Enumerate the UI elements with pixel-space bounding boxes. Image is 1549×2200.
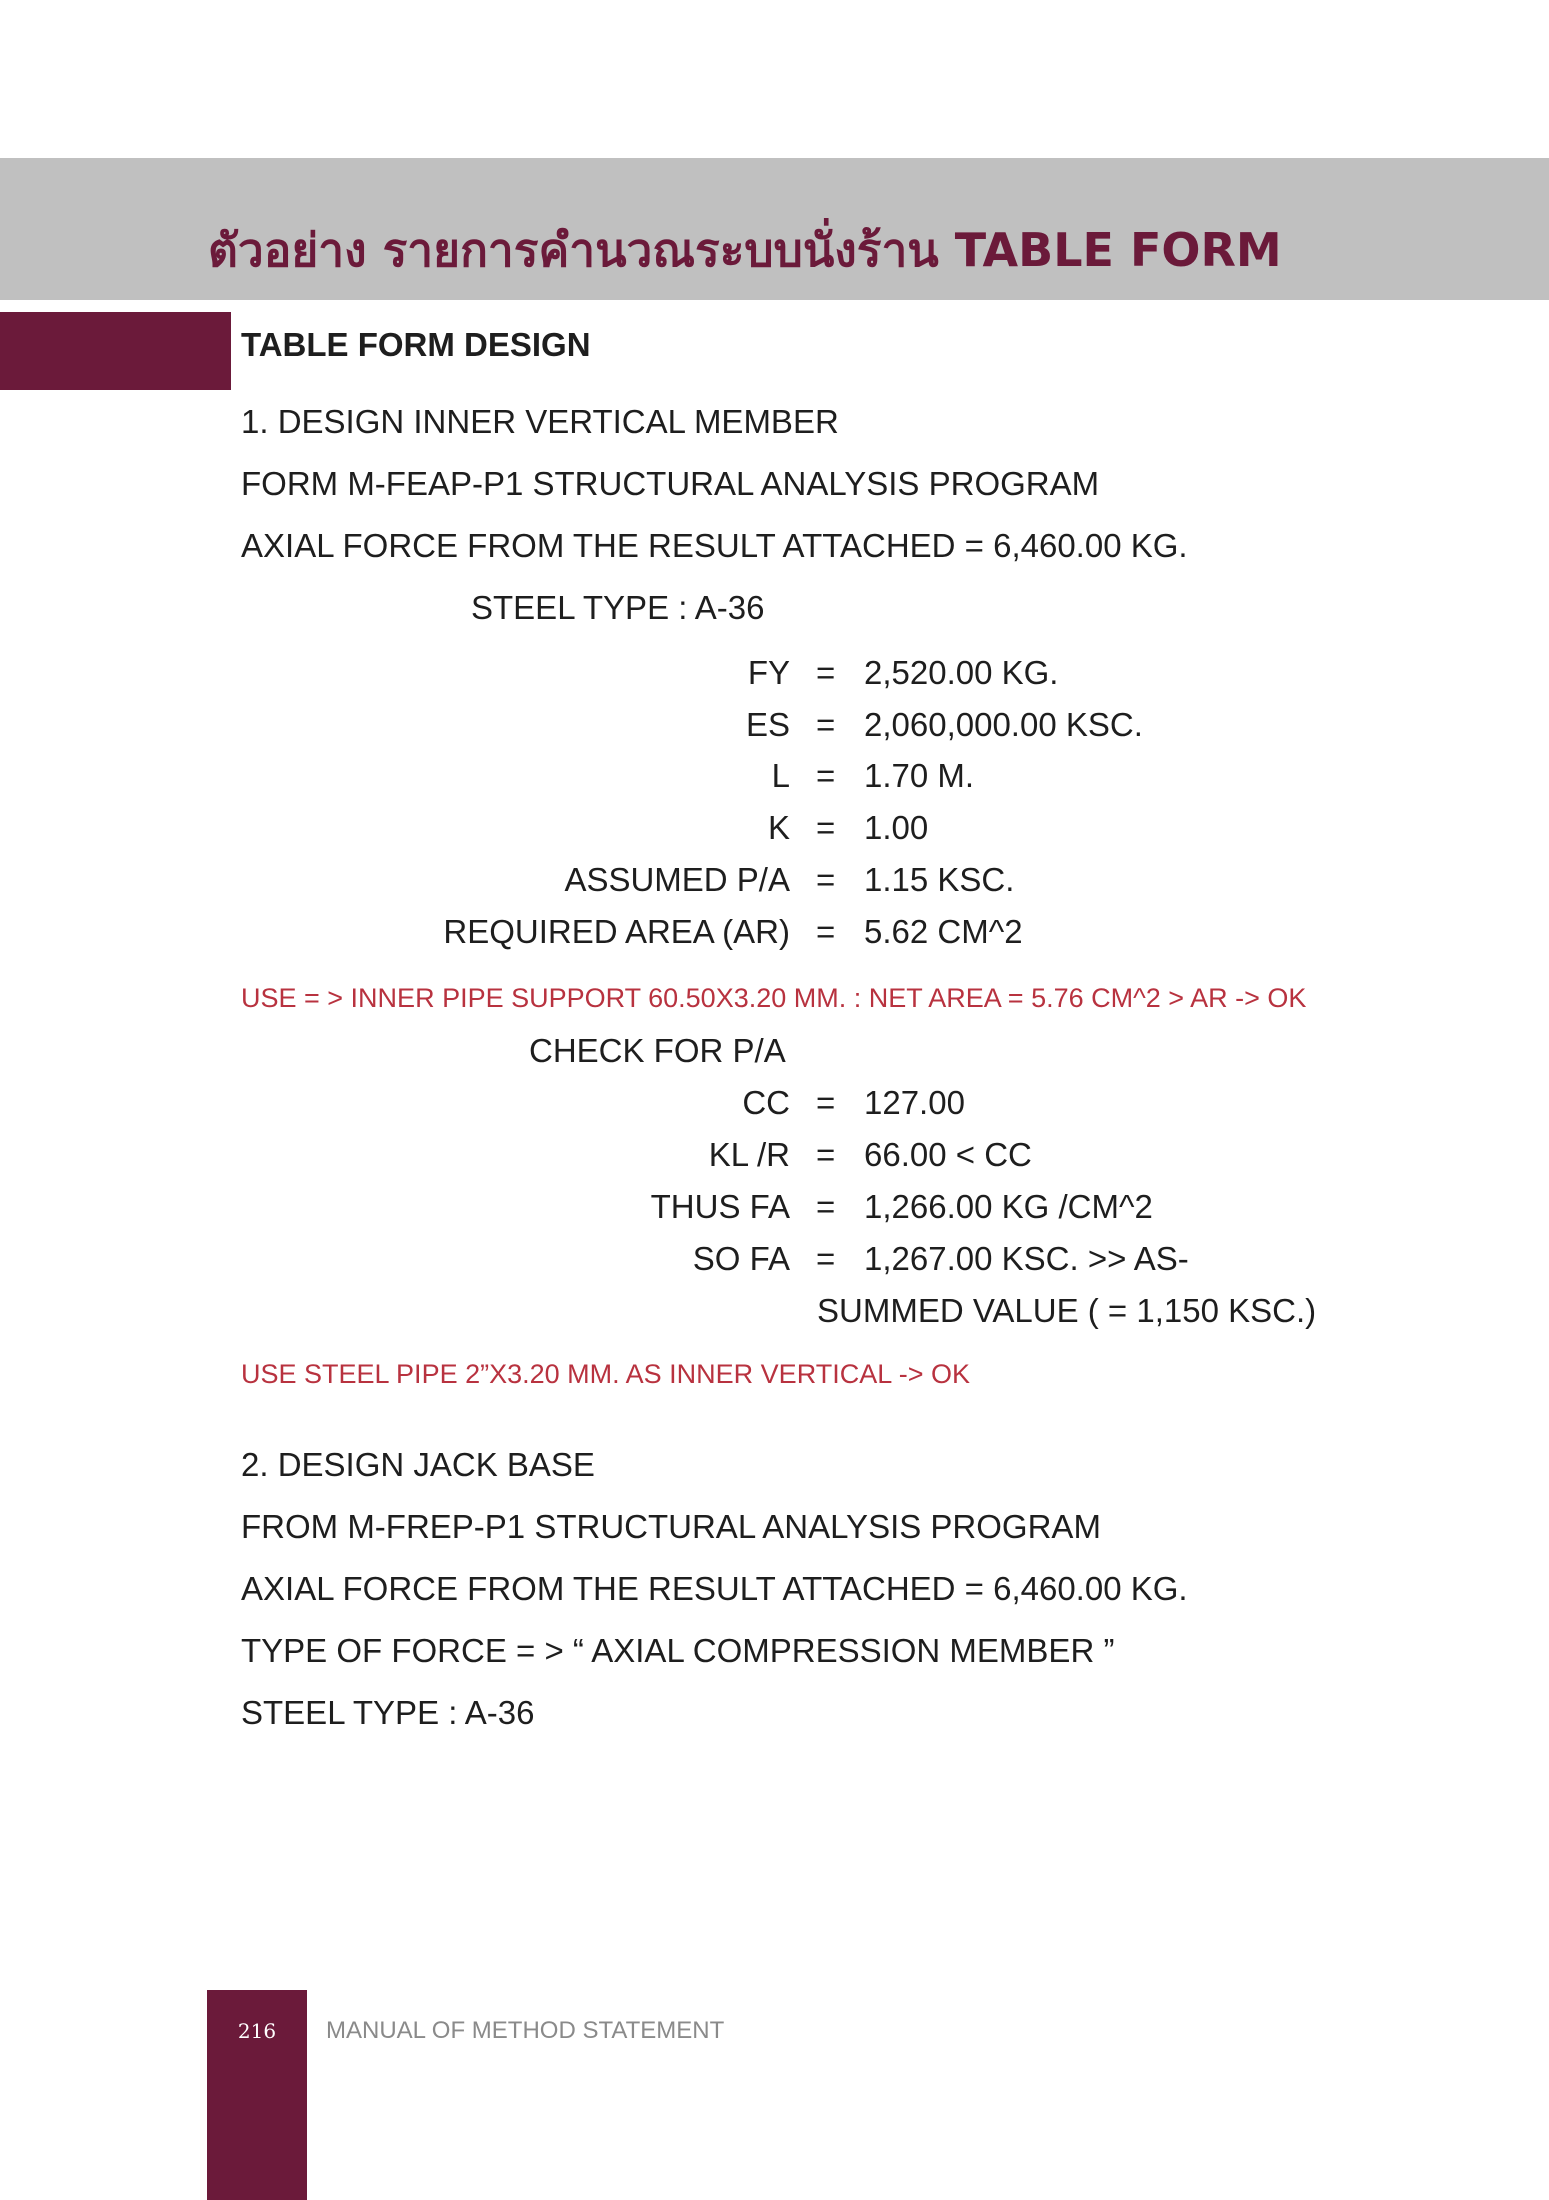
param-value: 2,520.00 KG. (864, 654, 1059, 691)
param-value: 5.62 CM^2 (864, 913, 1023, 950)
section-title: TABLE FORM DESIGN (241, 326, 591, 363)
page-title: ตัวอย่าง รายการคำนวณระบบนั่งร้าน TABLE FORM (208, 223, 1282, 277)
result-note: USE STEEL PIPE 2”X3.20 MM. AS INNER VERTICAL -> OK (241, 1359, 970, 1389)
check-value: 66.00 < CC (864, 1136, 1032, 1173)
check-equals: = (816, 1136, 836, 1173)
check-label: KL /R (708, 1136, 790, 1173)
check-row (0, 1239, 1549, 1279)
param-label: K (767, 809, 790, 846)
param-value: 1.70 M. (864, 757, 975, 794)
param-row (0, 705, 1549, 745)
check-label: SO FA (692, 1240, 790, 1277)
param-label: FY (747, 654, 790, 691)
param-row (0, 653, 1549, 693)
param-equals: = (816, 809, 836, 846)
check-value: 127.00 (864, 1084, 965, 1121)
check-equals: = (816, 1084, 836, 1121)
param-label: REQUIRED AREA (AR) (443, 913, 790, 950)
section-accent-bar (0, 312, 231, 390)
param-row (0, 756, 1549, 796)
check-value: 1,266.00 KG /CM^2 (864, 1188, 1153, 1225)
param-value: 2,060,000.00 KSC. (864, 706, 1143, 743)
check-equals: = (816, 1188, 836, 1225)
page-number: 216 (237, 2019, 277, 2043)
part2-line1: FROM M-FREP-P1 STRUCTURAL ANALYSIS PROGRAM (241, 1508, 1101, 1545)
param-equals: = (816, 757, 836, 794)
param-label: L (771, 757, 790, 794)
param-value: 1.15 KSC. (864, 861, 1015, 898)
check-equals: = (816, 1240, 836, 1277)
part2-line4: STEEL TYPE : A-36 (241, 1694, 535, 1731)
part1-heading: 1. DESIGN INNER VERTICAL MEMBER (241, 403, 839, 440)
param-equals: = (816, 654, 836, 691)
param-equals: = (816, 706, 836, 743)
check-row (0, 1187, 1549, 1227)
param-label: ASSUMED P/A (564, 861, 790, 898)
part2-line3: TYPE OF FORCE = > “ AXIAL COMPRESSION MEMBER ” (241, 1632, 1115, 1669)
param-equals: = (816, 861, 836, 898)
param-label: ES (745, 706, 790, 743)
part1-steel-type: STEEL TYPE : A-36 (471, 589, 765, 626)
part1-line1: FORM M-FEAP-P1 STRUCTURAL ANALYSIS PROGRAM (241, 465, 1100, 502)
check-value: 1,267.00 KSC. >> AS- (864, 1240, 1189, 1277)
part2-line2: AXIAL FORCE FROM THE RESULT ATTACHED = 6,460.00 KG. (241, 1570, 1188, 1607)
check-label: THUS FA (650, 1188, 790, 1225)
check-continuation: SUMMED VALUE ( = 1,150 KSC.) (817, 1292, 1317, 1329)
param-row (0, 808, 1549, 848)
check-header: CHECK FOR P/A (529, 1032, 786, 1069)
check-row (0, 1083, 1549, 1123)
param-row (0, 860, 1549, 900)
param-value: 1.00 (864, 809, 929, 846)
param-equals: = (816, 913, 836, 950)
use-note: USE = > INNER PIPE SUPPORT 60.50X3.20 MM. : NET AREA = 5.76 CM^2 > AR -> OK (241, 983, 1307, 1013)
part2-heading: 2. DESIGN JACK BASE (241, 1446, 595, 1483)
footer-text: MANUAL OF METHOD STATEMENT (326, 2017, 725, 2044)
param-row (0, 912, 1549, 952)
check-row (0, 1135, 1549, 1175)
check-label: CC (742, 1084, 790, 1121)
part1-line2: AXIAL FORCE FROM THE RESULT ATTACHED = 6,460.00 KG. (241, 527, 1188, 564)
